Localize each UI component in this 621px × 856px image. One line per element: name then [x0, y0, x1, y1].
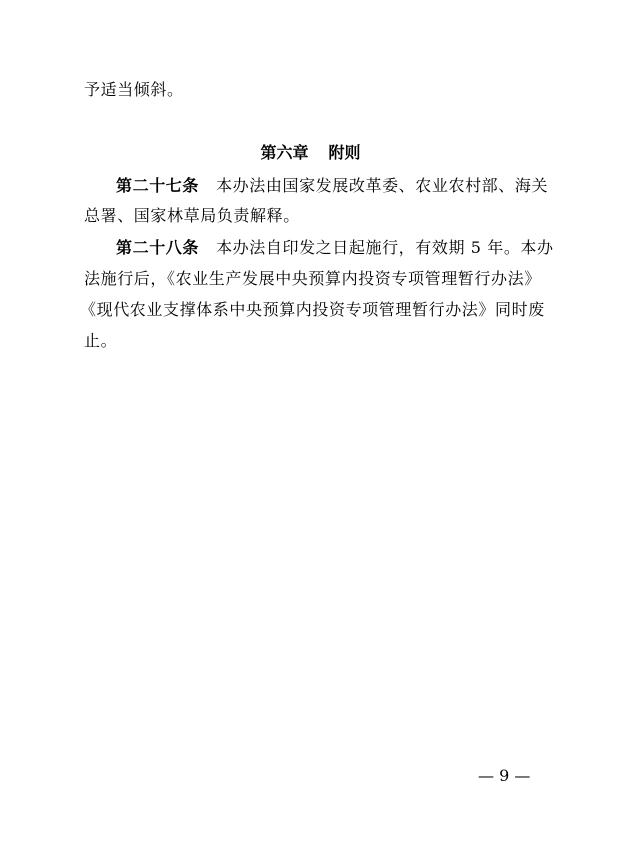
article-28-text-4: 止。	[84, 331, 118, 350]
article-28-line-1	[116, 238, 576, 258]
article-27-text-1: 本办法由国家发展改革委、农业农村部、海关	[216, 176, 549, 195]
chapter-number: 第六章	[260, 143, 309, 162]
chapter-heading	[0, 143, 621, 163]
article-27-text-2: 总署、国家林草局负责解释。	[84, 206, 300, 225]
chapter-title: 附则	[328, 143, 361, 162]
article-28-label: 第二十八条	[116, 238, 200, 257]
article-28-text-3: 《现代农业支撑体系中央预算内投资专项管理暂行办法》同时废	[80, 300, 545, 319]
article-27-line-1	[116, 176, 576, 196]
page-number: — 9 —	[478, 766, 531, 785]
article-28-text-2: 法施行后，《农业生产发展中央预算内投资专项管理暂行办法》	[84, 269, 541, 288]
article-28-text-1: 本办法自印发之日起施行，有效期 5 年。本办	[216, 238, 554, 257]
article-27-label: 第二十七条	[116, 176, 200, 195]
paragraph-continuation: 予适当倾斜。	[84, 80, 184, 99]
